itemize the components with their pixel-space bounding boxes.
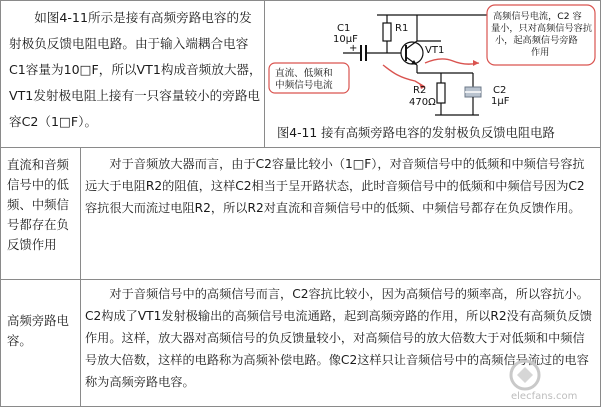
c2-label: C2 xyxy=(493,85,507,96)
r1-resistor xyxy=(383,23,391,41)
right-callout-line-2: 量小，只对高频信号容抗 xyxy=(491,23,593,34)
row-2-description: 对于音频信号中的高频信号而言，C2容抗比较小，因为高频信号的频率高，所以容抗小。C2构成了VT1发射极输出的高频信号电流通路，起到高频旁路的作用，所以R2没有高频负反馈作用。这样，放大器对高频信号的负反馈量较小，对高频信号的放大倍数大于对低频和中频信号放大倍数，这样的电路称为高频补偿电路。像C2这样只让音频信号中的高频信号流过的电容称为高频旁路电容。 xyxy=(85,287,592,389)
low-freq-current-arrow xyxy=(383,65,425,87)
vt1-label: VT1 xyxy=(425,45,445,56)
right-callout-line-4: 作用 xyxy=(531,47,550,58)
row-2-label: 高频旁路电容。 xyxy=(7,313,69,348)
c1-polarity-label: + xyxy=(349,43,358,54)
r1-label: R1 xyxy=(395,23,409,34)
left-callout-line-2: 中频信号电流 xyxy=(275,80,333,91)
watermark-logo xyxy=(505,355,597,403)
circuit-figure xyxy=(265,1,600,146)
r2-label: R2 xyxy=(413,85,427,96)
row-1-label: 直流和音频信号中的低频、中频信号都存在负反馈作用 xyxy=(7,157,69,252)
row-separator-2 xyxy=(1,279,600,280)
right-callout-line-1: 高频信号电流，C2 容 xyxy=(493,11,582,22)
circuit-diagram xyxy=(265,1,600,123)
watermark-icon xyxy=(505,355,597,403)
intro-paragraph: 如图4-11所示是接有高频旁路电容的发射极负反馈电阻电路。由于输入端耦合电容C1容量为10□F，所以VT1构成音频放大器，VT1发射极电阻上接有一只容量较小的旁路电容C2（1□F）。 xyxy=(9,10,262,129)
right-callout-line-3: 小，起高频信号旁路 xyxy=(495,35,578,46)
watermark-text: elecfans.com xyxy=(511,391,578,402)
row-column-divider xyxy=(80,147,81,406)
c1-label: C1 xyxy=(337,23,351,34)
row-1-description: 对于音频放大器而言，由于C2容量比较小（1□F），对音频信号中的低频和中频信号容抗远大于电阻R2的阻值，这样C2相当于呈开路状态，此时音频信号中的低频和中频信号因为C2容抗很大而流过电阻R2，所以R2对直流和音频信号中的低频、中频信号都存在负反馈作用。 xyxy=(85,157,585,215)
row-separator-1 xyxy=(1,147,600,148)
high-freq-current-arrow xyxy=(425,59,479,64)
r2-value-label: 470Ω xyxy=(409,97,436,108)
c1-value-label: 10μF xyxy=(333,34,358,45)
c2-value-label: 1μF xyxy=(491,96,510,107)
left-callout-line-1: 直流、低频和 xyxy=(275,68,333,79)
r2-resistor xyxy=(437,83,445,103)
figure-caption: 图4-11 接有高频旁路电容的发射极负反馈电阻电路 xyxy=(277,126,555,140)
